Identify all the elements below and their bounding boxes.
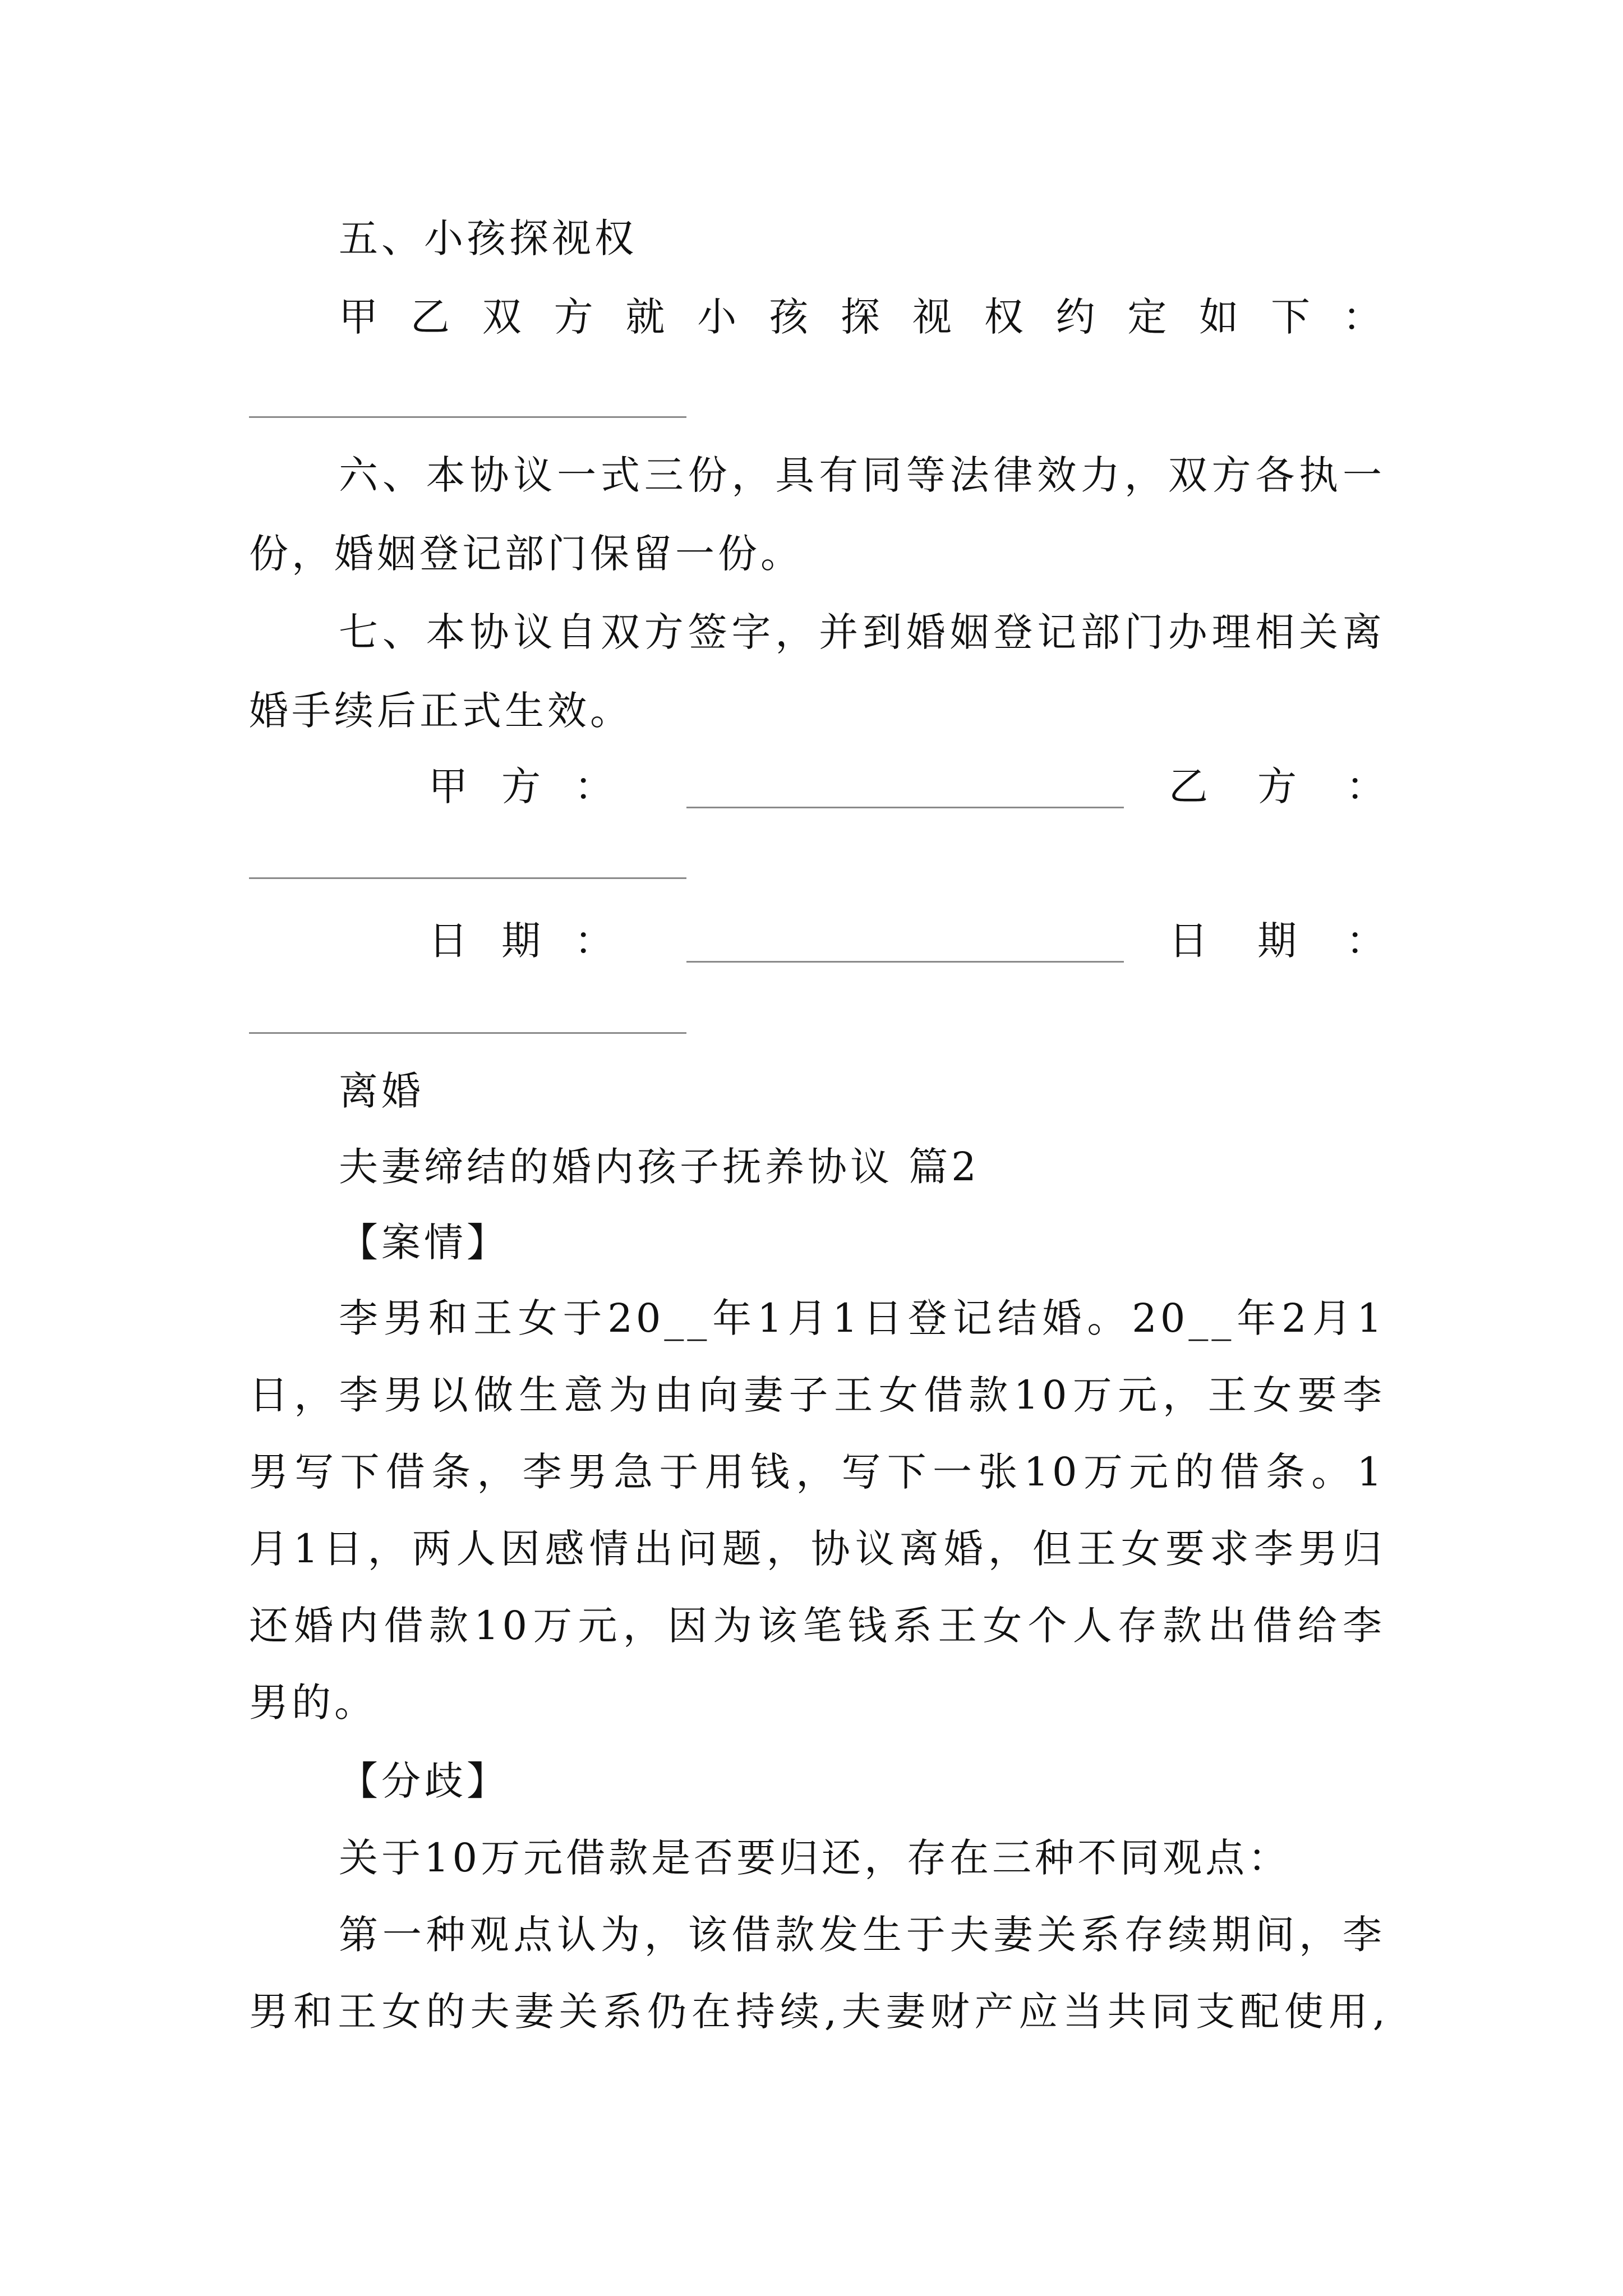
- case-heading: 【案情】: [339, 1220, 509, 1266]
- party-a-signature-line: [686, 807, 1124, 808]
- case-line5: 还婚内借款10万元，因为该笔钱系王女个人存款出借给李: [249, 1603, 1385, 1649]
- case-line6: 男的。: [249, 1680, 377, 1726]
- party-b-label: 乙方：: [1169, 763, 1385, 809]
- section7-line1: 七、本协议自双方签字，并到婚姻登记部门办理相关离: [339, 609, 1385, 655]
- case-line1: 李男和王女于20__年1月1日登记结婚。20__年2月1: [339, 1295, 1385, 1341]
- article2-title: 夫妻缔结的婚内孩子抚养协议 篇2: [339, 1144, 980, 1190]
- date-a-line: [686, 961, 1124, 963]
- dispute-line1: 关于10万元借款是否要归还，存在三种不同观点：: [339, 1835, 1291, 1881]
- party-a-label: 甲方：: [428, 763, 614, 809]
- section5-text: 甲乙双方就小孩探视权约定如下：: [339, 294, 1385, 340]
- signature-row-parties: [249, 758, 1385, 815]
- section6-line1: 六、本协议一式三份，具有同等法律效力，双方各执一: [339, 452, 1385, 498]
- party-b-signature-line: [249, 877, 686, 879]
- dispute-line2: 第一种观点认为，该借款发生于夫妻关系存续期间，李: [339, 1912, 1385, 1958]
- case-line4: 月1日，两人因感情出问题，协议离婚，但王女要求李男归: [249, 1526, 1385, 1572]
- dispute-heading: 【分歧】: [339, 1758, 509, 1804]
- section6-line2: 份，婚姻登记部门保留一份。: [249, 531, 803, 577]
- blank-line: [249, 416, 686, 418]
- section7-line2: 婚手续后正式生效。: [249, 688, 633, 734]
- case-line2: 日，李男以做生意为由向妻子王女借款10万元，王女要李: [249, 1372, 1385, 1418]
- date-b-line: [249, 1032, 686, 1034]
- dispute-line3: 男和王女的夫妻关系仍在持续,夫妻财产应当共同支配使用,: [249, 1989, 1385, 2035]
- date-a-label: 日期：: [428, 918, 614, 964]
- tag-text: 离婚: [339, 1068, 424, 1114]
- date-b-label: 日期：: [1169, 918, 1385, 964]
- section5-heading: 五、小孩探视权: [339, 215, 637, 261]
- signature-row-dates: [249, 913, 1385, 969]
- case-line3: 男写下借条，李男急于用钱，写下一张10万元的借条。1: [249, 1449, 1385, 1495]
